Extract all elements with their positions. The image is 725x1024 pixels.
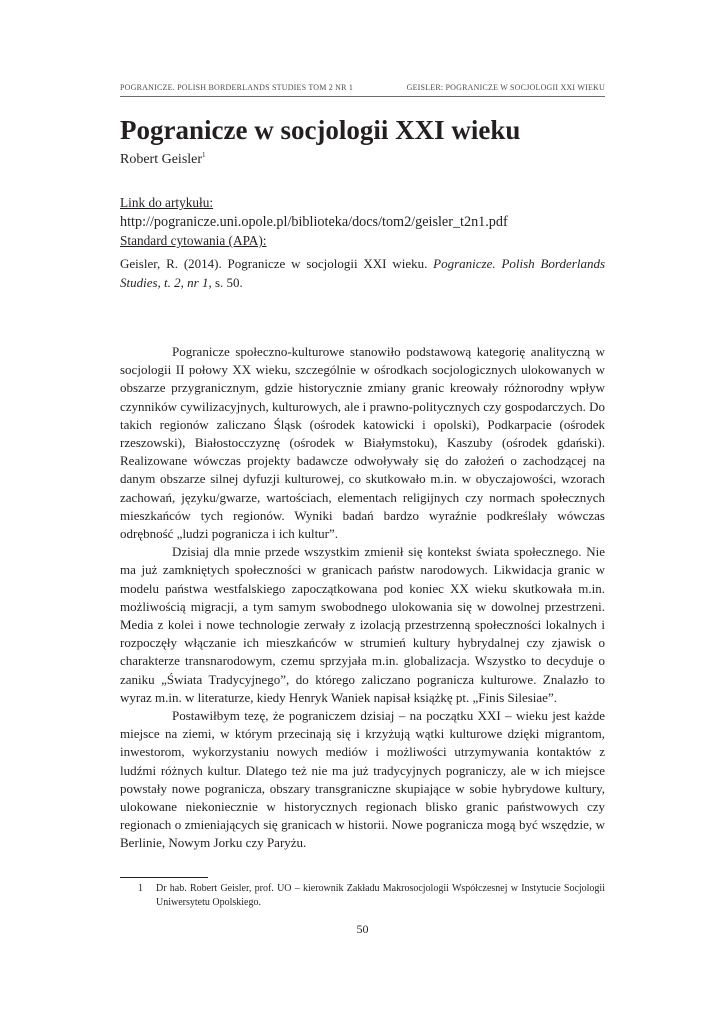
running-header-journal: POGRANICZE. POLISH BORDERLANDS STUDIES TOM 2 NR 1	[120, 83, 354, 92]
author-name: Robert Geisler	[120, 152, 203, 167]
author-footnote-mark: 1	[202, 151, 206, 159]
page-number: 50	[356, 922, 369, 936]
footnote	[120, 882, 605, 910]
citation-text	[120, 254, 605, 292]
body-paragraph-3: Postawiłbym tezę, że pograniczem dzisiaj – na początku XXI – wieku jest każde miejsce na ziemi, w którym przecinają się i krzyżują wątki kulturowe dzięki migrantom, inwestorom, wykorzystaniu nowych mediów i możliwości utrzymywania kontaktów z ludźmi różnych kultur. Dlatego też nie ma już tradycyjnych pograniczy, ale w ich miejsce powstały nowe pogranicza, obszary transgraniczne skupiające w sobie hybrydowe kultury, ulokowane niekoniecznie w historycznych regionach blisko granic państwowych czy regionach o zmieniających się granicach w historii. Nowe pogranicza mogą być wszędzie, w Berlinie, Nowym Jorku czy Paryżu.	[120, 708, 605, 851]
article-body	[120, 343, 605, 853]
article-meta	[120, 194, 605, 292]
citation-plain: Geisler, R. (2014). Pogranicze w socjologii XXI wieku.	[120, 256, 434, 271]
article-title: Pogranicze w socjologii XXI wieku	[120, 115, 521, 145]
header-rule	[120, 96, 605, 97]
citation-end: , s. 50.	[208, 275, 243, 290]
body-paragraph-2: Dzisiaj dla mnie przede wszystkim zmienił się kontekst świata społecznego. Nie ma już zamkniętych społeczności w granicach państw narodowych. Likwidacja granic w modelu państwa westfalskiego zapoczątkowana pod koniec XX wieku skutkowała m.in. możliwością migracji, a tym samym swobodnego ulokowania się w dowolnej przestrzeni. Media z kolei i nowe technologie zerwały z izolacją przestrzenną społeczności lokalnych i rozpoczęły włączanie ich mieszkańców w strumień kultury hybrydalnej czy zjawisk o charakterze transnarodowym, czemu sprzyjała m.in. globalizacja. Wszystko to decyduje o zaniku „Świata Tradycyjnego”, do którego zaliczano pogranicza kulturowe. Znalazło to wyraz m.in. w literaturze, kiedy Henryk Waniek napisał książkę pt. „Finis Silesiae”.	[120, 544, 605, 705]
citation-italic: Pogranicze. Polish Borderlands Studies, t. 2, nr 1	[120, 256, 606, 290]
link-label: Link do artykułu:	[120, 195, 214, 210]
article-link[interactable]: http://pogranicze.uni.opole.pl/biblioteka/docs/tom2/geisler_t2n1.pdf	[120, 214, 508, 230]
body-paragraph-1: Pogranicze społeczno-kulturowe stanowiło podstawową kategorię analityczną w socjologii II połowy XX wieku, szczególnie w ośrodkach socjologicznych ulokowanych w obszarze przygranicznym, gdzie historycznie zmiany granic kreowały różnorodny wpływ czynników cywilizacyjnych, kulturowych, ale i prawno-politycznych czy gospodarczych. Do takich regionów zaliczano Śląsk (ośrodek katowicki i opolski), Podkarpacie (ośrodek rzeszowski), Białostocczyznę (ośrodek w Białymstoku), Kaszuby (ośrodek gdański). Realizowane wówczas projekty badawcze odwoływały się do założeń o zachodzącej na danym obszarze silnej dyfuzji kulturowej, co skutkowało m.in. w obyczajowości, wzorach zachowań, języku/gwarze, wartościach, elementach religijnych czy normach społecznych mieszkańców tych regionów. Wyniki badań bardzo wyraźnie podkreślały wówczas odrębność „ludzi pogranicza i ich kultur”.	[120, 344, 605, 542]
running-header-article: GEISLER: POGRANICZE W SOCJOLOGII XXI WIEKU	[406, 83, 605, 92]
footnote-number: 1	[138, 883, 143, 894]
article-author	[120, 151, 206, 168]
footnote-text: Dr hab. Robert Geisler, prof. UO – kierownik Zakładu Makrosocjologii Współczesnej w Instytucie Socjologii Uniwersytetu Opolskiego.	[156, 883, 605, 908]
footnote-rule	[120, 877, 208, 878]
citation-label: Standard cytowania (APA):	[120, 233, 267, 248]
